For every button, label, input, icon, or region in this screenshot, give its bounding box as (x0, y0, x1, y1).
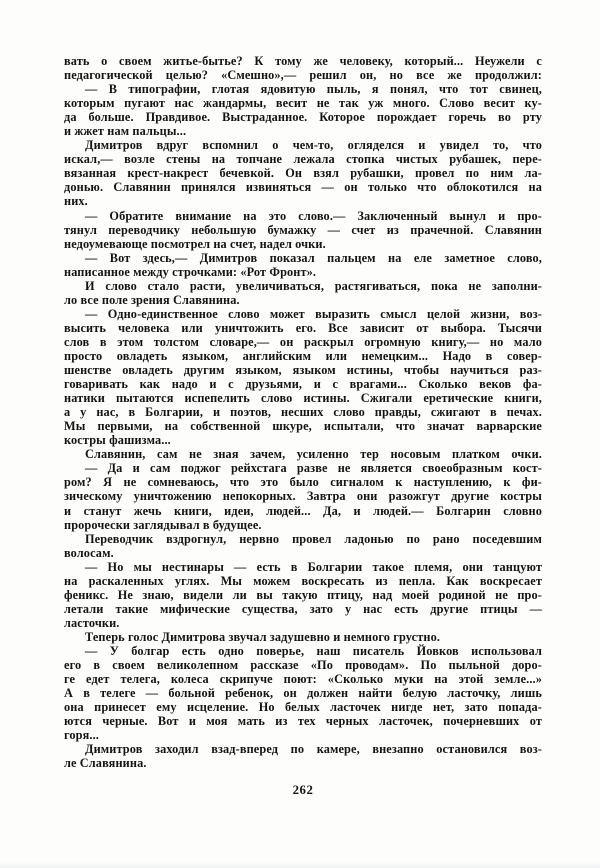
paragraph (64, 532, 542, 560)
text-line: — Одно-единственное слово может выразить смысл целой жизни, воз- (85, 306, 542, 321)
text-line: слов в этом толстом словаре,— он раскрыл огромную книгу,— но мало (64, 334, 542, 349)
text-line: искал,— возле стены на топчане лежала стопка чистых рубашек, пере- (64, 152, 542, 167)
text-line: И слово стало расти, увеличиваться, растягиваться, пока не заполни- (85, 278, 542, 293)
text-line: костры фашизма... (64, 433, 171, 448)
text-line: донью. Славянин принялся извиняться — он только что облокотился на (64, 180, 542, 195)
page-bottom-edge (0, 862, 600, 868)
text-line: да больше. Правдивое. Выстраданное. Которое порождает горечь во рту (64, 110, 542, 125)
text-line: Теперь голос Димитрова звучал задушевно и немного грустно. (85, 629, 441, 644)
text-line: вать о своем житье-бытье? К тому же человеку, который... Неужели с (64, 54, 542, 68)
text-line: — Вот здесь,— Димитров показал пальцем на еле заметное слово, (85, 250, 542, 265)
text-line: ласточки. (64, 615, 120, 630)
text-line: и станут жечь книги, идеи, людей... Да, и людей.— Болгарин словно (64, 503, 542, 518)
text-line: зическому уничтожению непокорных. Завтра они разожгут другие костры (64, 489, 542, 504)
text-line: них. (64, 194, 88, 209)
text-line: ло все поле зрения Славянина. (64, 292, 240, 307)
page-number: 262 (292, 783, 314, 797)
text-line: горя... (64, 728, 99, 743)
text-line: натики пытаются испепелить слово истины. Сжигали еретические книги, (64, 391, 542, 406)
text-line: вязанная крест-накрест бечевкой. Он взял рубашки, провел по ним ла- (64, 166, 542, 181)
text-line: А в телеге — больной ребенок, он должен найти белую ласточку, лишь (64, 686, 542, 701)
text-line: летали такие мифические существа, зато у нас есть другие птицы — (64, 601, 542, 616)
text-line: она принесет ему исцеление. Но белых ласточек нигде нет, зато попада- (64, 700, 542, 715)
paragraph (64, 251, 542, 279)
text-line: ге едет телега, колеса скрипуче поют: «Сколько муки на этой земле...» (64, 672, 542, 687)
paragraph (64, 209, 542, 251)
text-line: тянул переводчику небольшую бумажку — счет из прачечной. Славянин (64, 222, 542, 237)
text-line: Димитров вдруг вспомнил о чем-то, огляделся и увидел то, что (85, 138, 542, 153)
paragraph (64, 560, 542, 630)
text-line: шенстве овладеть другим языком, языком истины, чтобы научиться раз- (64, 363, 542, 378)
page-text-block (64, 54, 542, 770)
text-line: ром? Я не сомневаюсь, что это было сигналом к наступлению, к фи- (64, 475, 542, 490)
text-line: — В типографии, глотая ядовитую пыль, я понял, что тот свинец, (85, 82, 542, 97)
text-line: недоумевающе посмотрел на счет, надел очки. (64, 236, 326, 251)
text-line: феникс. Не знаю, видели ли вы такую птицу, над моей родиной не про- (64, 587, 542, 602)
text-line: Димитров заходил взад-вперед по камере, внезапно остановился воз- (85, 742, 542, 757)
text-line: волосам. (64, 545, 114, 560)
text-line: говаривать как надо и с друзьями, и с врагами... Сколько веков фа- (64, 377, 542, 392)
text-line: высить человека или уничтожить его. Все зависит от выбора. Тысячи (64, 320, 542, 335)
text-line: — Обратите внимание на это слово.— Заключенный вынул и про- (85, 208, 542, 223)
text-line: которым пугают нас жандармы, весит не так уж много. Слово весит ку- (64, 96, 542, 111)
text-line: на раскаленных углях. Мы можем воскресать из пепла. Как воскресает (64, 573, 542, 588)
text-line: — Да и сам поджог рейхстага разве не является своеобразным кост- (85, 461, 542, 476)
paragraph (64, 630, 542, 644)
paragraph (64, 307, 542, 447)
paragraph (64, 742, 542, 770)
text-line: Мы первыми, на собственной шкуре, испытали, что значат варварские (64, 419, 542, 434)
text-line: просто овладеть языком, английским или немецким... Надо в совер- (64, 348, 542, 363)
text-line: — У болгар есть одно поверье, наш писатель Йовков использовал (85, 643, 542, 658)
text-line: педагогической целью? «Смешно»,— решил он, но все же продолжил: (64, 68, 542, 83)
paragraph (64, 138, 542, 208)
paragraph (64, 447, 542, 461)
text-line: Славянин, сам не зная зачем, усиленно тер носовым платком очки. (85, 447, 542, 462)
text-line: — Но мы нестинары — есть в Болгарии такое племя, они танцуют (85, 559, 542, 574)
text-line: и жжет нам пальцы... (64, 124, 187, 139)
text-line: его в своем великолепном рассказе «По проводам». По пыльной доро- (64, 658, 542, 673)
paragraph (64, 279, 542, 307)
text-line: ются черные. Вот и моя мать из тех черных ласточек, почерневших от (64, 714, 542, 729)
text-line: пророчески заглядывал в будущее. (64, 517, 262, 532)
text-line: Переводчик вздрогнул, нервно провел ладонью по рано поседевшим (85, 531, 542, 546)
paragraph (64, 644, 542, 742)
paragraph (64, 54, 542, 82)
paragraph (64, 461, 542, 531)
text-line: а у нас, в Болгарии, и поэтов, несших слово правды, сжигают в печах. (64, 405, 542, 420)
text-line: написанное между строчками: «Рот Фронт». (64, 264, 317, 279)
paragraph (64, 82, 542, 138)
text-line: ле Славянина. (64, 756, 147, 771)
